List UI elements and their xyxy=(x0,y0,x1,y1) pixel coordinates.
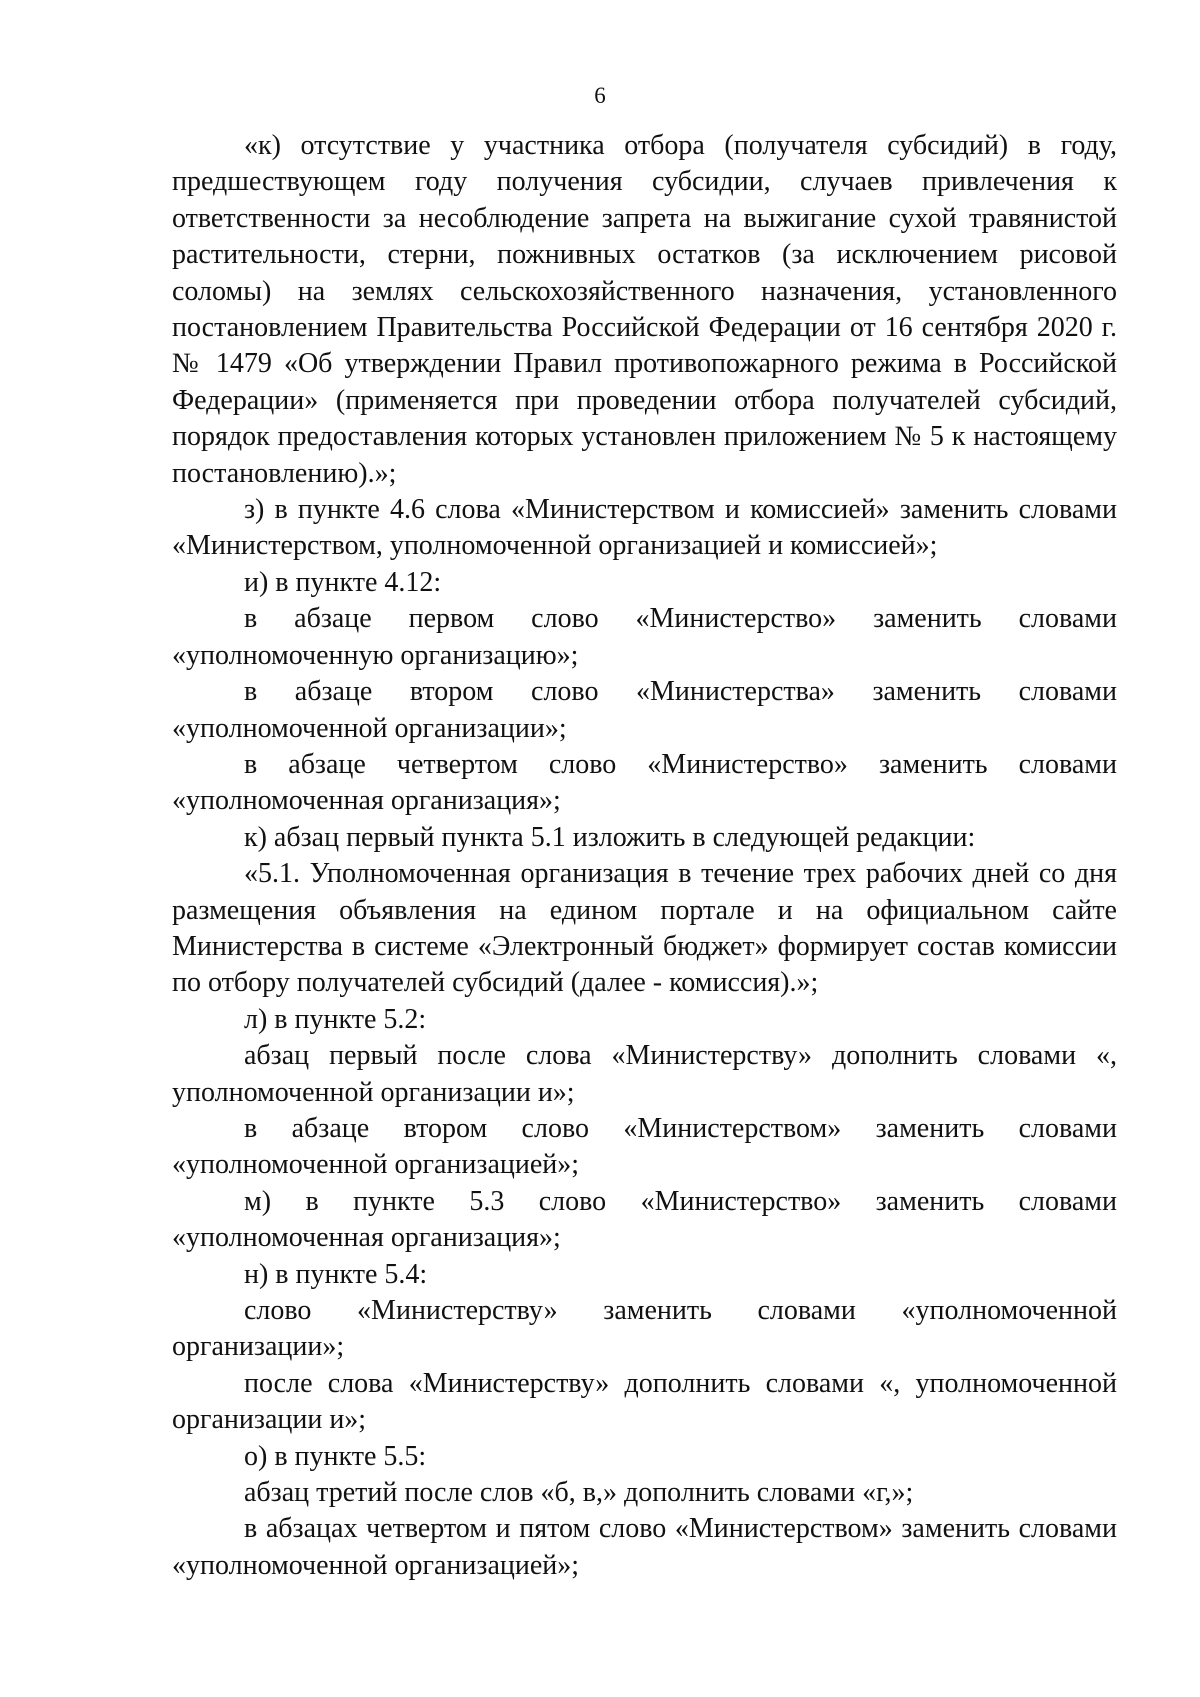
paragraph-clause-l-point-5-2: л) в пункте 5.2: xyxy=(244,1003,427,1035)
paragraph-point-5-1-new-text: «5.1. Уполномоченная организация в течение трех рабочих дней со дня размещения объявления на едином портале и на официальном сайте Министерства в системе «Электронный бюджет» формирует состав комиссии по отбору получателей субсидий (далее - комиссия).»; xyxy=(172,858,1117,999)
paragraph-5-5-fourth-fifth-abzac: в абзацах четвертом и пятом слово «Министерством» заменить словами «уполномоченной организацией»; xyxy=(172,1513,1117,1581)
paragraph-clause-o-point-5-5: о) в пункте 5.5: xyxy=(244,1440,427,1472)
paragraph-clause-z-point-4-6: з) в пункте 4.6 слова «Министерством и комиссией» заменить словами «Министерством, уполномоченной организацией и комиссией»; xyxy=(172,494,1117,562)
paragraph-clause-k-absence-of-liability: «к) отсутствие у участника отбора (получателя субсидий) в году, предшествующем году получения субсидии, случаев привлечения к ответственности за несоблюдение запрета на выжигание сухой травянистой растительности, стерни, пожнивных остатков (за исключением рисовой соломы) на землях сельскохозяйственного назначения, установленного постановлением Правительства Российской Федерации от 16 сентября 2020 г. № 1479 «Об утверждении Правил противопожарного режима в Российской Федерации» (применяется при проведении отбора получателей субсидий, порядок предоставления которых установлен приложением № 5 к настоящему постановлению).»; xyxy=(172,130,1117,489)
paragraph-5-4-after-word: после слова «Министерству» дополнить словами «, уполномоченной организации и»; xyxy=(172,1367,1117,1436)
paragraph-4-12-first-abzac: в абзаце первом слово «Министерство» заменить словами «уполномоченную организацию»; xyxy=(172,603,1117,671)
paragraph-5-4-word-replace: слово «Министерству» заменить словами «уполномоченной организации»; xyxy=(172,1295,1117,1363)
paragraph-5-2-first-abzac: абзац первый после слова «Министерству» дополнить словами «, уполномоченной организации и»; xyxy=(172,1040,1117,1108)
paragraph-5-5-third-abzac: абзац третий после слов «б, в,» дополнить словами «г,»; xyxy=(244,1477,914,1509)
document-body xyxy=(172,128,1117,1584)
paragraph-4-12-second-abzac: в абзаце втором слово «Министерства» заменить словами «уполномоченной организации»; xyxy=(172,676,1117,744)
page-number: 6 xyxy=(594,83,606,108)
paragraph-clause-k-point-5-1: к) абзац первый пункта 5.1 изложить в следующей редакции: xyxy=(244,821,976,853)
paragraph-4-12-fourth-abzac: в абзаце четвертом слово «Министерство» заменить словами «уполномоченная организация»; xyxy=(172,748,1117,817)
paragraph-clause-n-point-5-4: н) в пункте 5.4: xyxy=(244,1258,428,1290)
paragraph-clause-i-point-4-12: и) в пункте 4.12: xyxy=(244,566,442,598)
paragraph-5-2-second-abzac: в абзаце втором слово «Министерством» заменить словами «уполномоченной организацией»; xyxy=(172,1112,1117,1181)
paragraph-clause-m-point-5-3: м) в пункте 5.3 слово «Министерство» заменить словами «уполномоченная организация»; xyxy=(172,1185,1117,1254)
